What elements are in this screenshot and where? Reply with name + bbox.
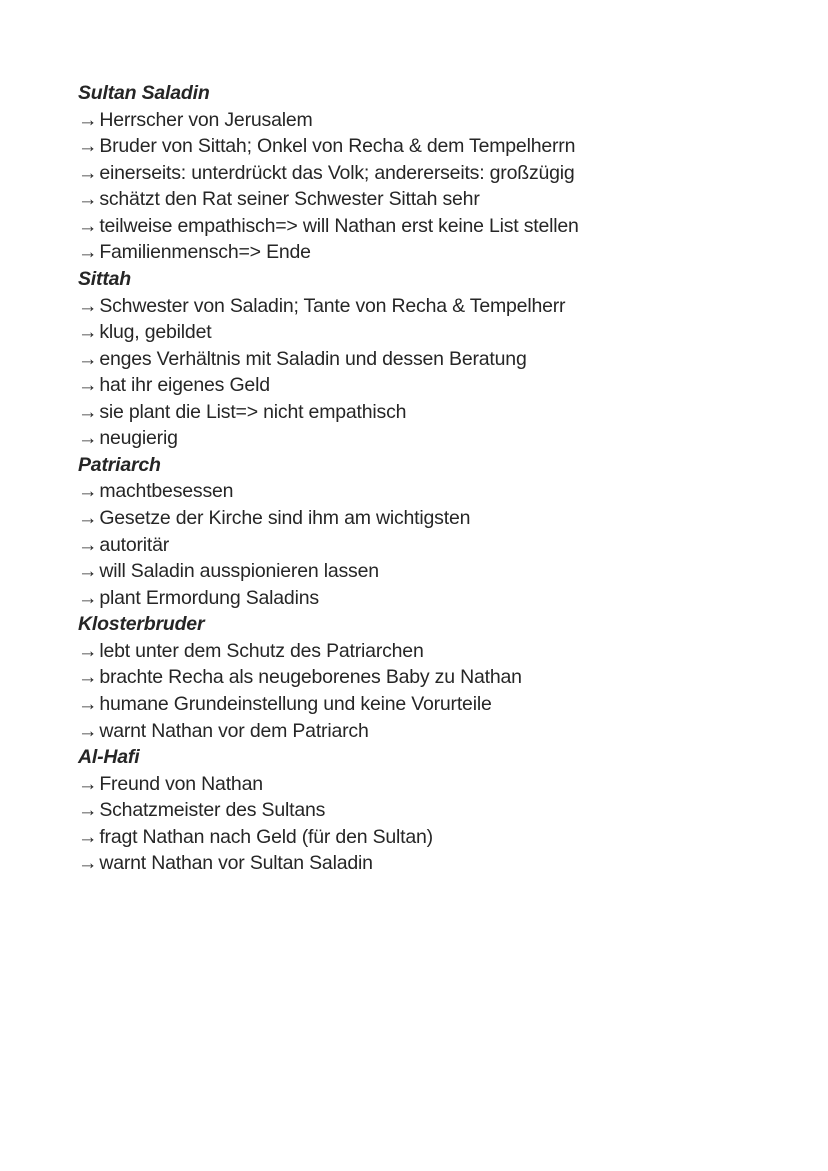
arrow-bullet-icon: →	[78, 108, 98, 131]
section-title: Sittah	[78, 267, 131, 290]
arrow-bullet-icon: →	[78, 639, 98, 662]
arrow-bullet-icon: →	[78, 400, 98, 423]
arrow-bullet-icon: →	[78, 560, 98, 583]
note-line	[78, 186, 579, 213]
note-line	[78, 718, 579, 745]
arrow-bullet-icon: →	[78, 586, 98, 609]
section-title: Sultan Saladin	[78, 82, 210, 104]
arrow-bullet-icon: →	[78, 692, 98, 715]
note-text: Gesetze der Kirche sind ihm am wichtigsten	[99, 507, 471, 529]
note-line	[78, 239, 579, 266]
note-line	[78, 372, 579, 399]
note-text: Schatzmeister des Sultans	[99, 799, 326, 822]
note-text: Herrscher von Jerusalem	[99, 108, 313, 131]
note-line	[78, 664, 579, 691]
arrow-bullet-icon: →	[78, 507, 98, 529]
arrow-bullet-icon: →	[78, 241, 98, 264]
section-title: Klosterbruder	[78, 613, 205, 636]
note-line	[78, 478, 579, 505]
note-line	[78, 691, 579, 718]
note-line	[78, 638, 579, 665]
note-text: will Saladin ausspionieren lassen	[99, 560, 379, 583]
arrow-bullet-icon: →	[78, 719, 98, 742]
arrow-bullet-icon: →	[78, 799, 98, 822]
note-text: neugierig	[99, 427, 178, 450]
note-text: enges Verhältnis mit Saladin und dessen Beratung	[99, 347, 527, 370]
note-line	[78, 213, 579, 240]
note-line	[78, 771, 579, 798]
section-title: Al-Hafi	[78, 746, 140, 769]
note-line	[78, 399, 579, 426]
note-line	[78, 850, 579, 877]
note-line	[78, 107, 579, 134]
note-text: schätzt den Rat seiner Schwester Sittah sehr	[99, 188, 480, 211]
arrow-bullet-icon: →	[78, 374, 98, 397]
arrow-bullet-icon: →	[78, 533, 98, 556]
arrow-bullet-icon: →	[78, 347, 98, 370]
note-text: klug, gebildet	[99, 321, 212, 344]
note-text: warnt Nathan vor Sultan Saladin	[99, 852, 373, 875]
note-line	[78, 532, 579, 559]
note-line	[78, 505, 579, 532]
note-text: einerseits: unterdrückt das Volk; andererseits: großzügig	[99, 161, 575, 184]
arrow-bullet-icon: →	[78, 427, 98, 450]
note-line	[78, 293, 579, 320]
section-title: Patriarch	[78, 453, 161, 476]
note-text: plant Ermordung Saladins	[99, 586, 319, 609]
arrow-bullet-icon: →	[78, 188, 98, 211]
note-text: hat ihr eigenes Geld	[99, 374, 270, 397]
arrow-bullet-icon: →	[78, 294, 98, 317]
arrow-bullet-icon: →	[78, 321, 98, 344]
note-text: brachte Recha als neugeborenes Baby zu Nathan	[99, 666, 522, 689]
note-text: teilweise empathisch=> will Nathan erst keine List stellen	[99, 214, 579, 237]
note-text: autoritär	[99, 533, 170, 556]
note-text: Familienmensch=> Ende	[99, 241, 311, 264]
note-line	[78, 346, 579, 373]
note-line	[78, 160, 579, 187]
note-text: Bruder von Sittah; Onkel von Recha & dem Tempelherrn	[99, 135, 576, 158]
note-line	[78, 585, 579, 612]
note-line	[78, 425, 579, 452]
sections-container	[78, 80, 579, 877]
arrow-bullet-icon: →	[78, 666, 98, 689]
note-line	[78, 797, 579, 824]
note-text: Freund von Nathan	[99, 772, 263, 795]
note-text: humane Grundeinstellung und keine Vorurteile	[99, 692, 492, 715]
note-line	[78, 558, 579, 585]
arrow-bullet-icon: →	[78, 772, 98, 795]
arrow-bullet-icon: →	[78, 480, 98, 503]
note-text: Schwester von Saladin; Tante von Recha & Tempelherr	[99, 294, 566, 317]
arrow-bullet-icon: →	[78, 852, 98, 875]
note-text: fragt Nathan nach Geld (für den Sultan)	[99, 825, 433, 848]
note-text: warnt Nathan vor dem Patriarch	[99, 719, 369, 742]
note-line	[78, 319, 579, 346]
note-text: lebt unter dem Schutz des Patriarchen	[99, 639, 424, 662]
note-line	[78, 824, 579, 851]
arrow-bullet-icon: →	[78, 135, 98, 158]
note-line	[78, 133, 579, 160]
arrow-bullet-icon: →	[78, 214, 98, 237]
arrow-bullet-icon: →	[78, 161, 98, 184]
arrow-bullet-icon: →	[78, 825, 98, 848]
note-text: sie plant die List=> nicht empathisch	[99, 400, 407, 423]
note-text: machtbesessen	[99, 480, 234, 503]
